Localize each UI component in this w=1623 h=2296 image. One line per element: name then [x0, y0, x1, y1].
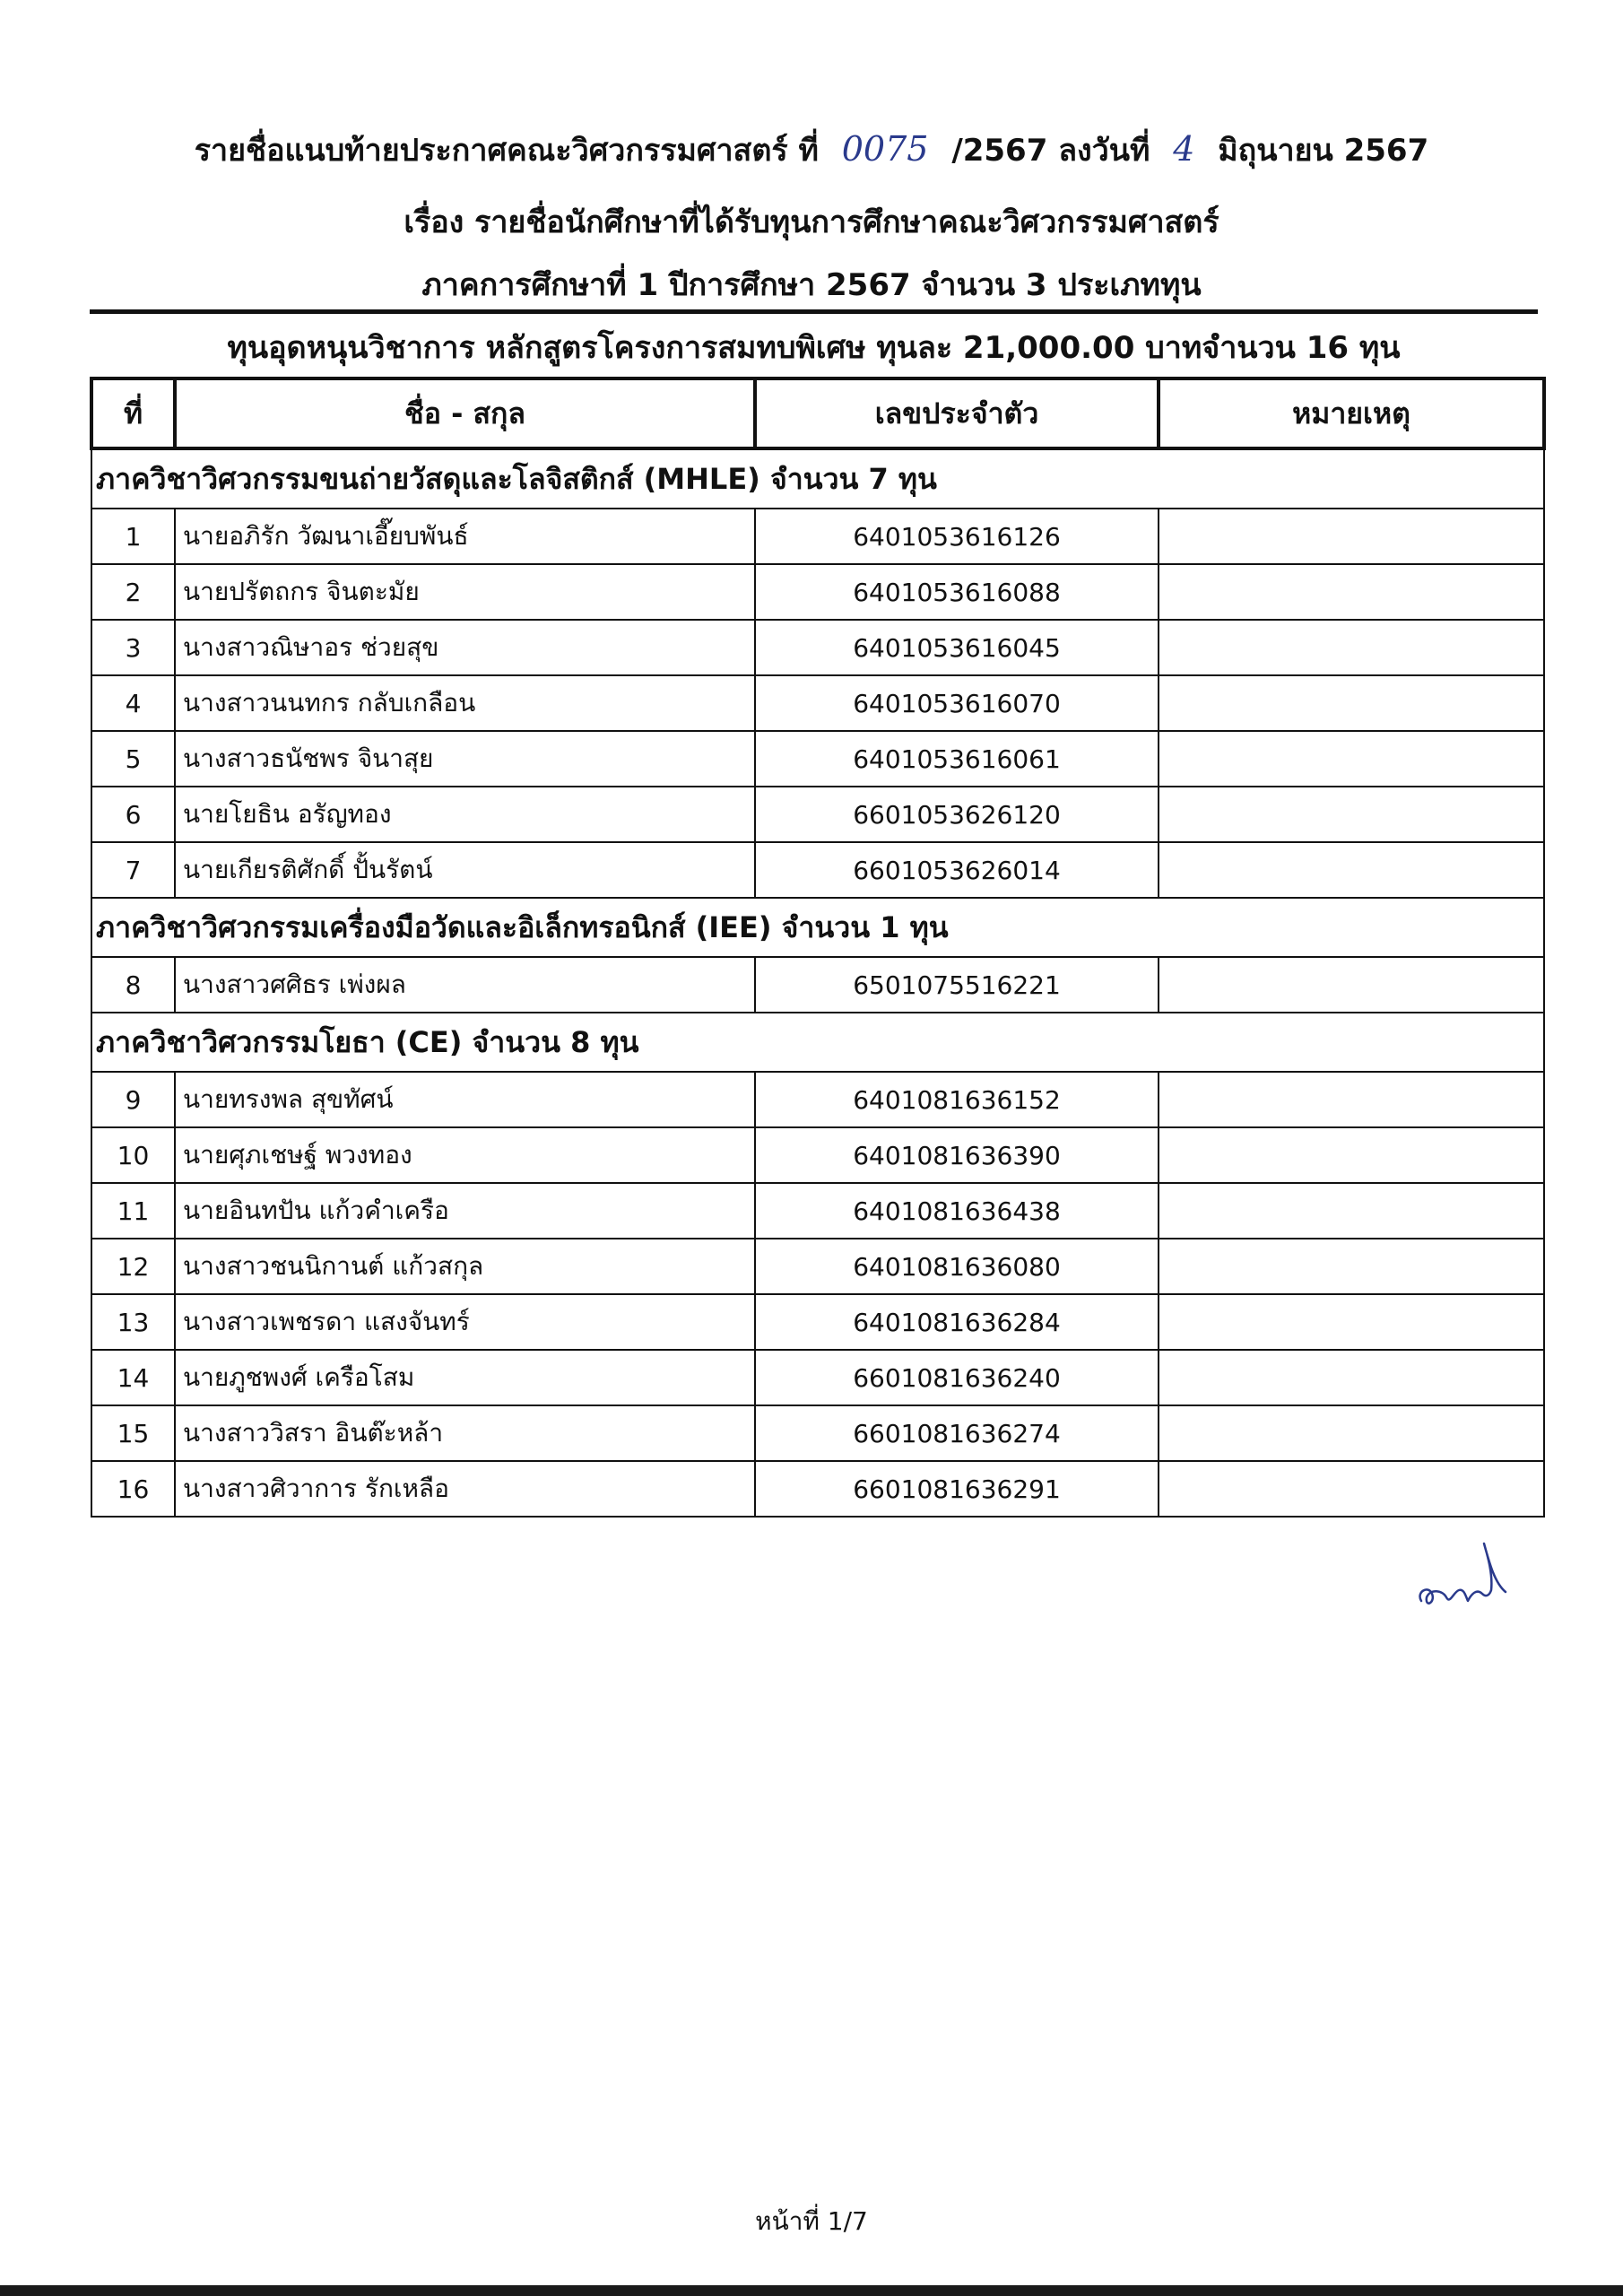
- row-note: [1159, 731, 1544, 787]
- row-no: 6: [91, 787, 175, 842]
- row-note: [1159, 1461, 1544, 1517]
- row-no: 2: [91, 564, 175, 620]
- row-student-id: 6401053616088: [755, 564, 1159, 620]
- row-name: นางสาวศศิธร เพ่งผล: [175, 957, 755, 1013]
- header-name: ชื่อ - สกุล: [175, 378, 755, 448]
- row-note: [1159, 1072, 1544, 1127]
- row-no: 9: [91, 1072, 175, 1127]
- table-row: [91, 1461, 1544, 1517]
- row-note: [1159, 620, 1544, 675]
- row-student-id: 6401053616061: [755, 731, 1159, 787]
- row-name: นายเกียรติศักดิ์ ปั้นรัตน์: [175, 842, 755, 898]
- row-no: 13: [91, 1294, 175, 1350]
- row-name: นายโยธิน อรัญทอง: [175, 787, 755, 842]
- row-name: นางสาวศิวาการ รักเหลือ: [175, 1461, 755, 1517]
- row-no: 16: [91, 1461, 175, 1517]
- row-name: นางสาวเพชรดา แสงจันทร์: [175, 1294, 755, 1350]
- table-row: [91, 675, 1544, 731]
- row-note: [1159, 1294, 1544, 1350]
- table-row: [91, 509, 1544, 564]
- page-number: หน้าที่ 1/7: [755, 2206, 868, 2236]
- row-note: [1159, 787, 1544, 842]
- row-note: [1159, 842, 1544, 898]
- row-student-id: 6401053616070: [755, 675, 1159, 731]
- table-row: [91, 842, 1544, 898]
- row-student-id: 6601081636291: [755, 1461, 1159, 1517]
- row-student-id: 6401081636438: [755, 1183, 1159, 1239]
- table-row: [91, 957, 1544, 1013]
- row-no: 11: [91, 1183, 175, 1239]
- subject-line: เรื่อง รายชื่อนักศึกษาที่ได้รับทุนการศึกษาคณะวิศวกรรมศาสตร์: [404, 204, 1219, 240]
- group-title: ภาควิชาวิศวกรรมเครื่องมือวัดและอิเล็กทรอนิกส์ (IEE) จำนวน 1 ทุน: [91, 898, 1544, 957]
- row-note: [1159, 1183, 1544, 1239]
- group-title: ภาควิชาวิศวกรรมโยธา (CE) จำนวน 8 ทุน: [91, 1013, 1544, 1072]
- row-note: [1159, 957, 1544, 1013]
- row-student-id: 6601081636274: [755, 1405, 1159, 1461]
- group-row-iee: [91, 898, 1544, 957]
- header-note: หมายเหตุ: [1159, 378, 1544, 448]
- semester-line: ภาคการศึกษาที่ 1 ปีการศึกษา 2567 จำนวน 3 ประเภททุน: [421, 267, 1202, 303]
- table-row: [91, 1239, 1544, 1294]
- row-name: นางสาวชนนิกานต์ แก้วสกุล: [175, 1239, 755, 1294]
- handwritten-day: 4: [1173, 129, 1195, 169]
- row-name: นางสาววิสรา อินต๊ะหล้า: [175, 1405, 755, 1461]
- row-name: นางสาวธนัชพร จินาสุย: [175, 731, 755, 787]
- table-row: [91, 1405, 1544, 1461]
- table-row: [91, 731, 1544, 787]
- header-divider: [90, 309, 1538, 314]
- row-no: 1: [91, 509, 175, 564]
- heading-suffix: มิถุนายน 2567: [1218, 133, 1429, 169]
- header-no: ที่: [91, 378, 175, 448]
- row-student-id: 6401081636284: [755, 1294, 1159, 1350]
- row-student-id: 6401081636080: [755, 1239, 1159, 1294]
- row-note: [1159, 1350, 1544, 1405]
- row-name: นายปรัตถกร จินตะมัย: [175, 564, 755, 620]
- scholarship-title: ทุนอุดหนุนวิชาการ หลักสูตรโครงการสมทบพิเศษ ทุนละ 21,000.00 บาทจำนวน 16 ทุน: [227, 330, 1401, 366]
- table-row: [91, 1350, 1544, 1405]
- row-student-id: 6401081636152: [755, 1072, 1159, 1127]
- group-title: ภาควิชาวิศวกรรมขนถ่ายวัสดุและโลจิสติกส์ (MHLE) จำนวน 7 ทุน: [91, 448, 1544, 509]
- row-name: นายอภิรัก วัฒนาเอี๊ยบพันธ์: [175, 509, 755, 564]
- row-name: นายอินทปัน แก้วคำเครือ: [175, 1183, 755, 1239]
- row-student-id: 6601081636240: [755, 1350, 1159, 1405]
- row-name: นายศุภเชษฐ์ พวงทอง: [175, 1127, 755, 1183]
- table-header-row: [91, 378, 1544, 448]
- row-no: 7: [91, 842, 175, 898]
- row-no: 12: [91, 1239, 175, 1294]
- row-note: [1159, 1127, 1544, 1183]
- heading-prefix: รายชื่อแนบท้ายประกาศคณะวิศวกรรมศาสตร์ ที่: [194, 133, 819, 169]
- table-row: [91, 620, 1544, 675]
- row-no: 5: [91, 731, 175, 787]
- header-student-id: เลขประจำตัว: [755, 378, 1159, 448]
- row-no: 15: [91, 1405, 175, 1461]
- row-student-id: 6401053616126: [755, 509, 1159, 564]
- announcement-heading: [0, 126, 1623, 174]
- row-note: [1159, 509, 1544, 564]
- row-name: นายทรงพล สุขทัศน์: [175, 1072, 755, 1127]
- row-name: นายภูชพงศ์ เครือโสม: [175, 1350, 755, 1405]
- table-row: [91, 1127, 1544, 1183]
- group-row-mhle: [91, 448, 1544, 509]
- group-row-ce: [91, 1013, 1544, 1072]
- row-student-id: 6601053626014: [755, 842, 1159, 898]
- handwritten-signature: [1412, 1538, 1520, 1619]
- handwritten-announcement-number: 0075: [841, 129, 929, 169]
- table-row: [91, 1183, 1544, 1239]
- table-row: [91, 1294, 1544, 1350]
- row-no: 4: [91, 675, 175, 731]
- row-note: [1159, 1239, 1544, 1294]
- row-name: นางสาวนนทกร กลับเกลือน: [175, 675, 755, 731]
- scan-bottom-edge: [0, 2285, 1623, 2296]
- row-student-id: 6501075516221: [755, 957, 1159, 1013]
- row-note: [1159, 675, 1544, 731]
- row-no: 8: [91, 957, 175, 1013]
- row-student-id: 6401053616045: [755, 620, 1159, 675]
- table-row: [91, 1072, 1544, 1127]
- row-no: 10: [91, 1127, 175, 1183]
- row-student-id: 6601053626120: [755, 787, 1159, 842]
- row-student-id: 6401081636390: [755, 1127, 1159, 1183]
- student-table: [90, 377, 1546, 1518]
- row-no: 3: [91, 620, 175, 675]
- heading-mid: /2567 ลงวันที่: [951, 133, 1150, 169]
- row-name: นางสาวณิษาอร ช่วยสุข: [175, 620, 755, 675]
- table-row: [91, 564, 1544, 620]
- table-row: [91, 787, 1544, 842]
- row-note: [1159, 564, 1544, 620]
- row-no: 14: [91, 1350, 175, 1405]
- row-note: [1159, 1405, 1544, 1461]
